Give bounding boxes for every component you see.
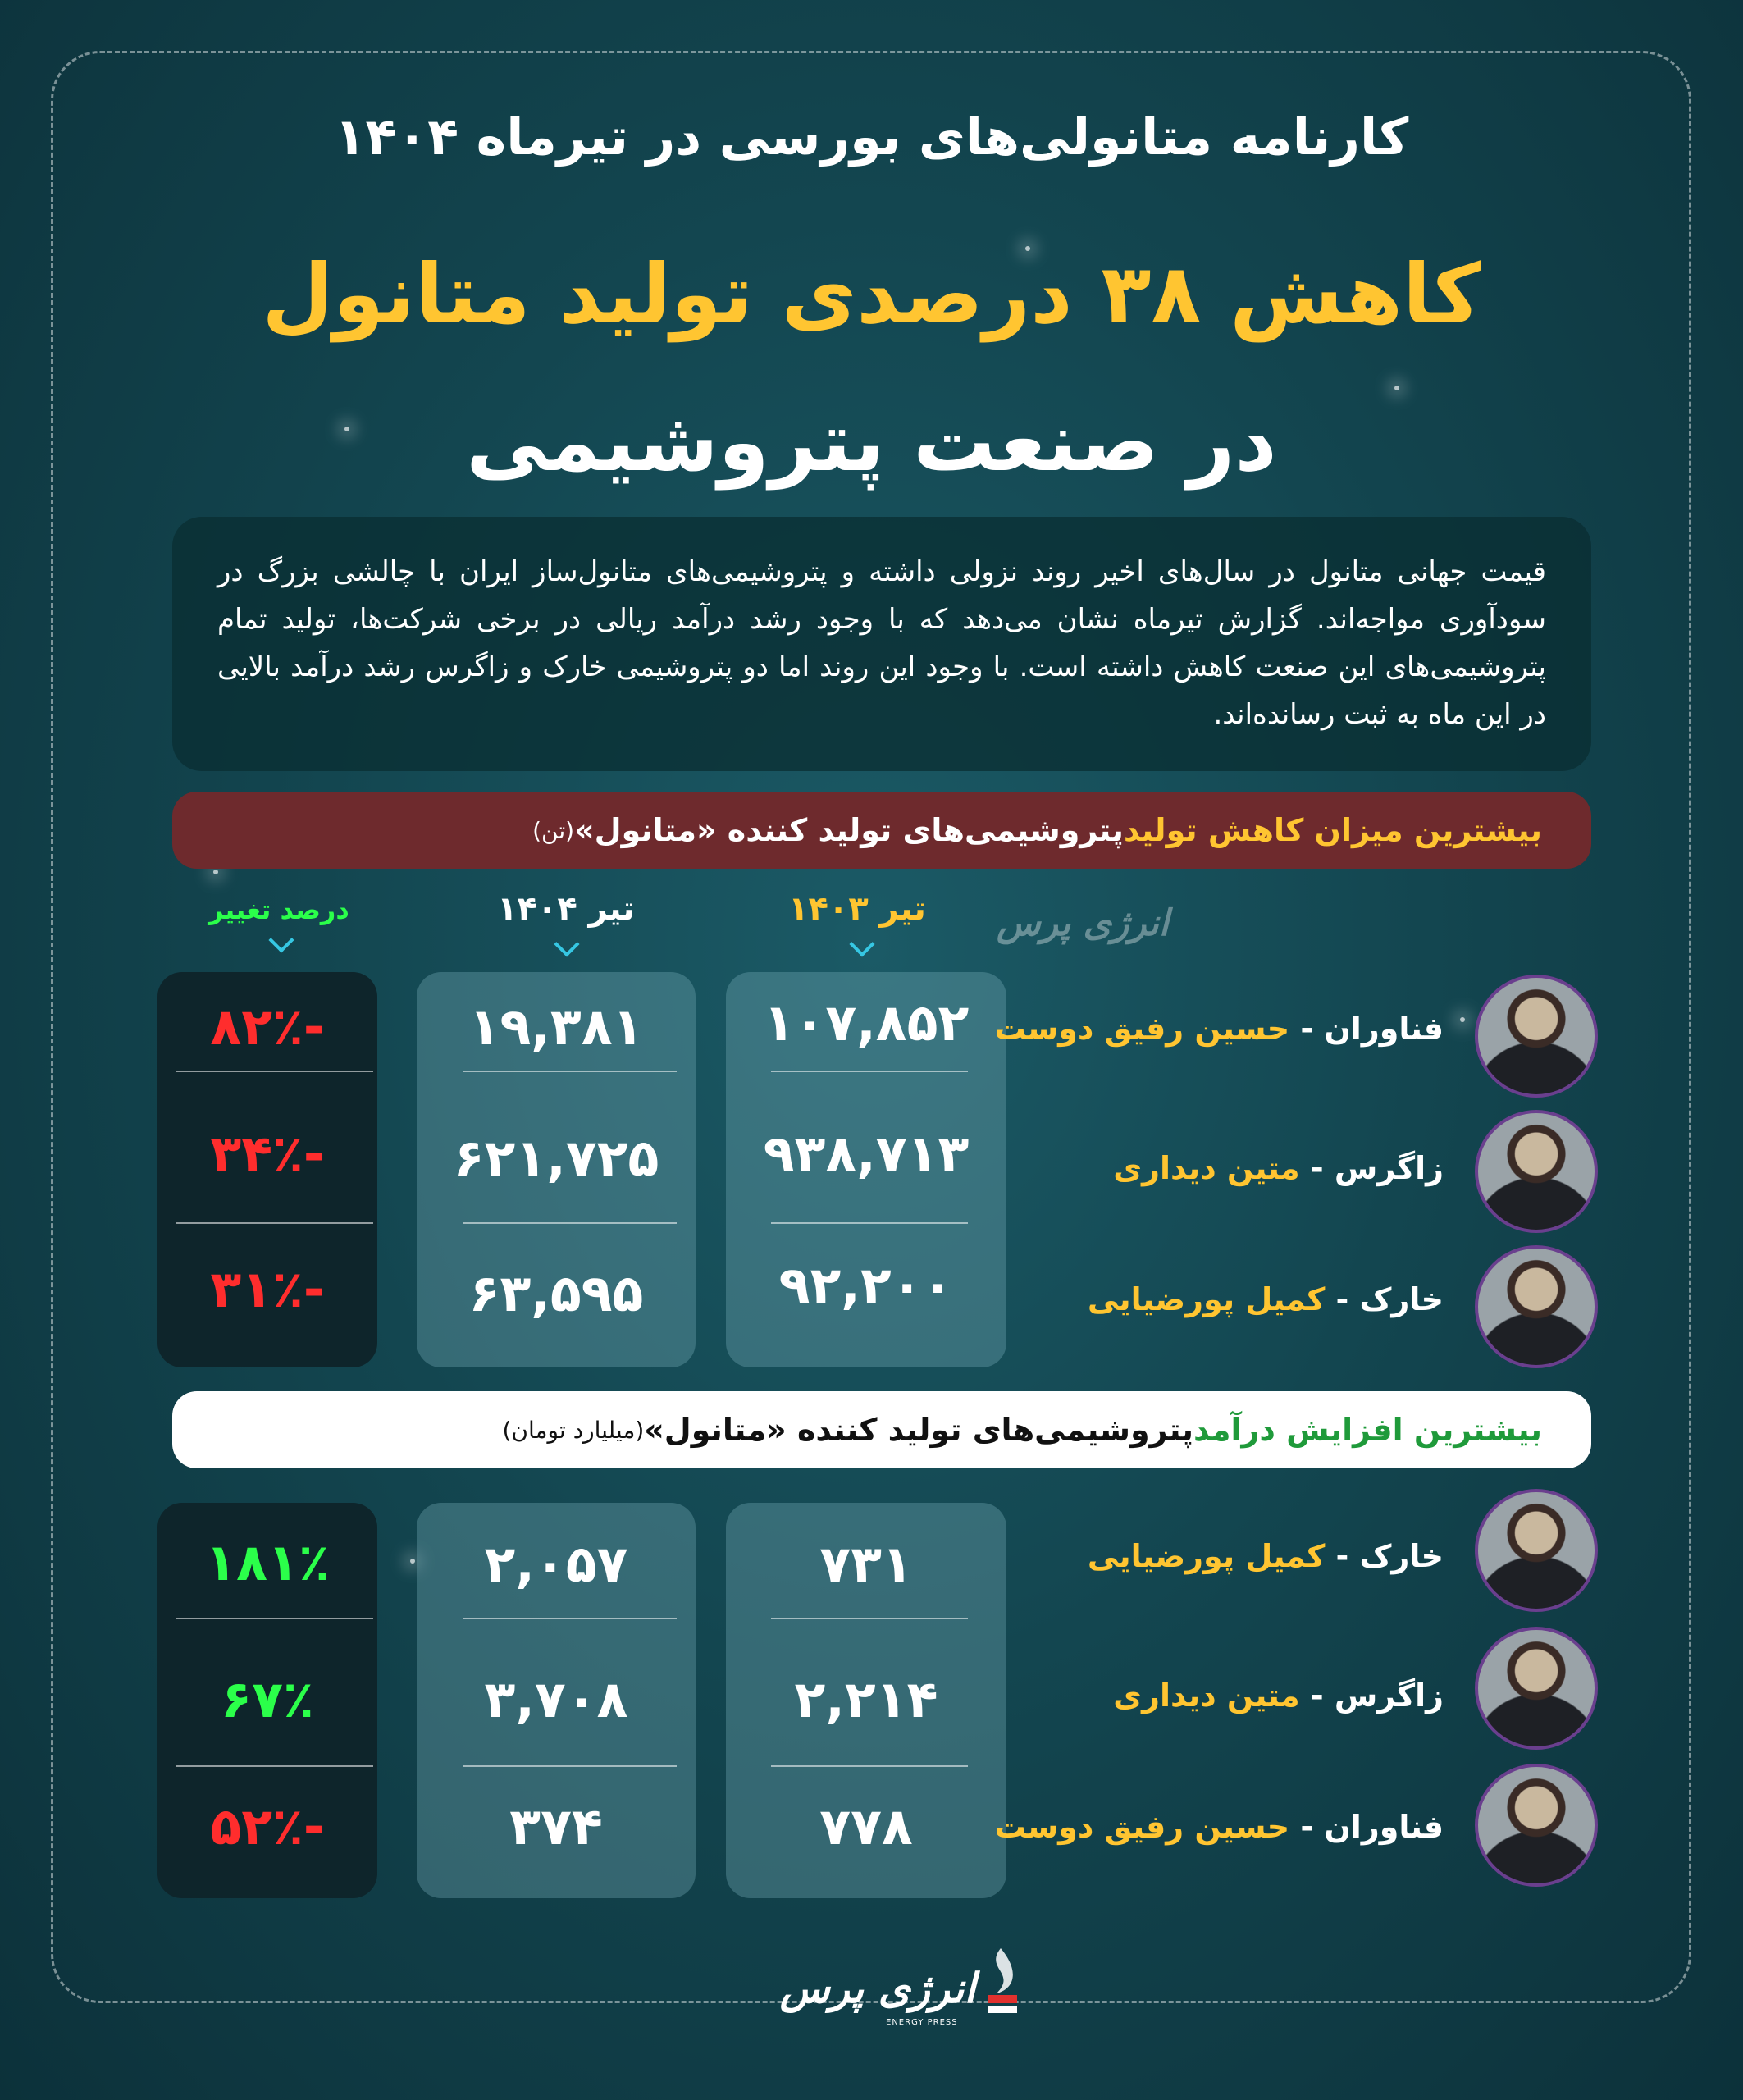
- company-person-label: [984, 1011, 1444, 1047]
- ceo-name: کمیل پورضیایی: [1087, 1281, 1326, 1317]
- person-avatar: [1475, 1245, 1598, 1368]
- sparkle-decoration: [1394, 386, 1399, 390]
- person-avatar: [1475, 1627, 1598, 1750]
- ceo-name: متین دیداری: [1113, 1678, 1300, 1714]
- company-name: زاگرس -: [1299, 1678, 1444, 1714]
- row-divider: [463, 1765, 677, 1767]
- col-header-1404: تیر ۱۴۰۴: [497, 890, 635, 928]
- prod-1404-value: ۶۳,۵۹۵: [468, 1263, 644, 1323]
- prod-1404-value: ۱۹,۳۸۱: [468, 997, 644, 1057]
- company-name: خارک -: [1325, 1538, 1444, 1574]
- row-divider: [176, 1618, 373, 1619]
- ceo-name: حسین رفیق دوست: [994, 1011, 1290, 1047]
- production-banner-highlight: بیشترین میزان کاهش تولید: [1123, 812, 1542, 848]
- rev-change-value: ۶۷٪: [221, 1669, 314, 1729]
- prod-1403-value: ۹۳۸,۷۱۳: [763, 1124, 970, 1184]
- page-subtitle: کارنامه متانولی‌های بورسی در تیرماه ۱۴۰۴: [334, 107, 1409, 167]
- company-name: فناوران -: [1289, 1809, 1444, 1845]
- production-banner-unit: (تن): [532, 816, 575, 844]
- row-divider: [463, 1071, 677, 1072]
- company-person-label: [984, 1678, 1444, 1714]
- page-headline-line2: در صنعت پتروشیمی: [466, 394, 1277, 490]
- revenue-banner-text: پتروشیمی‌های تولید کننده «متانول»: [644, 1412, 1194, 1448]
- sparkle-decoration: [410, 1559, 415, 1564]
- ceo-name: متین دیداری: [1113, 1150, 1300, 1186]
- row-divider: [176, 1765, 373, 1767]
- row-divider: [176, 1222, 373, 1224]
- brand-logo: انرژی پرس: [779, 1965, 976, 2012]
- row-divider: [771, 1765, 968, 1767]
- page-headline: کاهش ۳۸ درصدی تولید متانول: [262, 246, 1481, 342]
- rev-change-value: ۱۸۱٪: [205, 1532, 330, 1592]
- revenue-banner-highlight: بیشترین افزایش درآمد: [1193, 1412, 1542, 1448]
- company-name: خارک -: [1325, 1281, 1444, 1317]
- company-person-label: [984, 1538, 1444, 1574]
- row-divider: [771, 1618, 968, 1619]
- rev-1404-value: ۲,۰۵۷: [484, 1534, 628, 1594]
- prod-change-value: -۸۲٪: [210, 997, 325, 1057]
- company-name: فناوران -: [1289, 1011, 1444, 1047]
- person-avatar: [1475, 1110, 1598, 1233]
- company-person-label: [984, 1809, 1444, 1845]
- company-name: زاگرس -: [1299, 1150, 1444, 1186]
- prod-1403-value: ۹۲,۲۰۰: [778, 1255, 954, 1315]
- sparkle-decoration: [213, 870, 218, 874]
- rev-1404-value: ۳,۷۰۸: [484, 1669, 628, 1729]
- revenue-banner-unit: (میلیارد تومان): [502, 1416, 645, 1444]
- ceo-name: کمیل پورضیایی: [1087, 1538, 1326, 1574]
- prod-1404-value: ۶۲۱,۷۲۵: [453, 1128, 659, 1188]
- person-avatar: [1475, 1489, 1598, 1612]
- prod-change-value: -۳۴٪: [210, 1124, 325, 1184]
- rev-1404-value: ۳۷۴: [509, 1796, 603, 1856]
- row-divider: [771, 1222, 968, 1224]
- watermark-logo: انرژی پرس: [997, 902, 1169, 944]
- sparkle-decoration: [1460, 1017, 1465, 1022]
- row-divider: [463, 1222, 677, 1224]
- col-header-change: درصد تغییر: [208, 894, 349, 925]
- flame-logo-icon: [976, 1944, 1025, 2018]
- production-banner-text: پتروشیمی‌های تولید کننده «متانول»: [574, 812, 1124, 848]
- row-divider: [771, 1071, 968, 1072]
- brand-logo-latin: ENERGY PRESS: [886, 2018, 958, 2027]
- rev-1403-value: ۷۳۱: [819, 1534, 913, 1594]
- rev-1403-value: ۲,۲۱۴: [794, 1669, 938, 1729]
- company-person-label: [984, 1281, 1444, 1317]
- ceo-name: حسین رفیق دوست: [994, 1809, 1290, 1845]
- row-divider: [463, 1618, 677, 1619]
- col-header-1403: تیر ۱۴۰۳: [788, 890, 926, 928]
- intro-paragraph: قیمت جهانی متانول در سال‌های اخیر روند نزولی داشته و پتروشیمی‌های متانول‌ساز ایران با چالشی بزرگ در سودآوری مواجه‌اند. گزارش تیرماه نشان می‌دهد که با وجود رشد درآمد ریالی در برخی شرکت‌ها، تولید تمام پتروشیمی‌های این صنعت کاهش داشته است. با وجود این روند اما دو پتروشیمی خارک و زاگرس رشد درآمد بالایی در این ماه به ثبت رسانده‌اند.: [172, 517, 1591, 771]
- person-avatar: [1475, 975, 1598, 1098]
- row-divider: [176, 1071, 373, 1072]
- company-person-label: [984, 1150, 1444, 1186]
- prod-change-value: -۳۱٪: [210, 1259, 325, 1319]
- prod-1403-value: ۱۰۷,۸۵۲: [763, 993, 970, 1052]
- rev-change-value: -۵۲٪: [210, 1796, 325, 1856]
- rev-1403-value: ۷۷۸: [819, 1796, 913, 1856]
- person-avatar: [1475, 1764, 1598, 1887]
- production-banner: [172, 792, 1591, 869]
- revenue-banner: [172, 1391, 1591, 1468]
